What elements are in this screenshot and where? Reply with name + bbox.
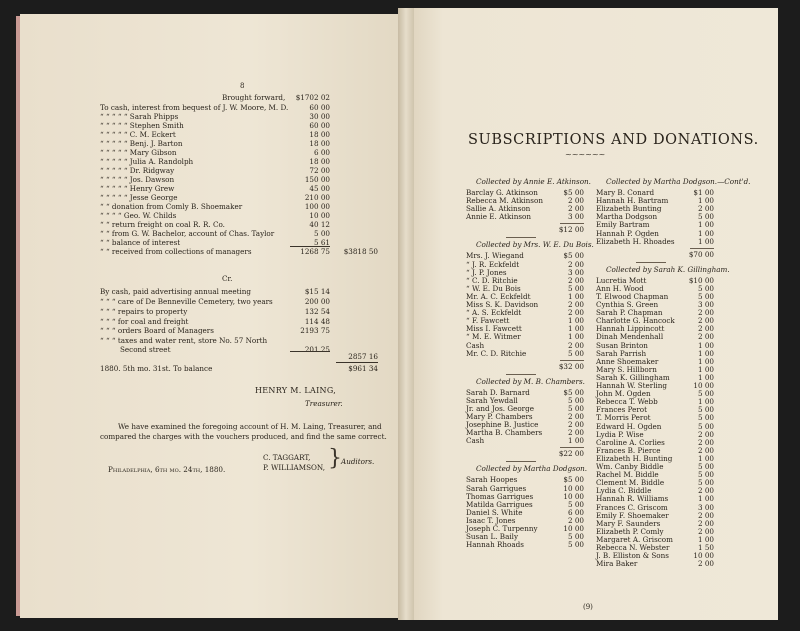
- cr-line-text: “ “ “ orders Board of Managers: [100, 326, 214, 335]
- left-page-number: 8: [240, 82, 245, 90]
- subscriber-amount: 1 00: [697, 534, 714, 544]
- subscriber-amount: 5 00: [697, 405, 714, 415]
- subscriber-name: Susan Brinton: [596, 340, 648, 350]
- subscriber-name: Cash: [466, 436, 485, 446]
- cash-line-amount: 100 00: [304, 202, 330, 211]
- subscriber-name: Matilda Garrigues: [466, 499, 533, 509]
- subscriber-name: Emily Bartram: [596, 220, 650, 230]
- subscriber-name: Mira Baker: [596, 559, 638, 569]
- cash-line-text: “ “ “ “ “ Mary Gibson: [100, 148, 177, 157]
- subscriber-amount: 1 00: [697, 356, 714, 366]
- subscriber-name: Sallie A. Atkinson: [466, 204, 531, 214]
- cr-line-text: By cash, paid advertising annual meeting: [100, 287, 252, 296]
- subscriber-amount: 10 00: [693, 381, 714, 390]
- audit-text-2: compared the charges with the vouchers produced, and find the same correct.: [100, 432, 387, 441]
- subscriber-name: Barclay G. Atkinson: [466, 188, 538, 197]
- section-divider: [506, 237, 536, 238]
- subscriber-amount: 1 00: [697, 340, 714, 350]
- subscriber-amount: 2 00: [697, 332, 714, 342]
- subscriber-amount: 2 00: [567, 308, 584, 318]
- subscriber-name: Wm. Canby Biddle: [596, 462, 664, 471]
- cash-total: $3818 50: [343, 247, 378, 256]
- subscriber-amount: 5 00: [697, 389, 714, 399]
- cash-line-text: “ “ from G. W. Bachelor, account of Chas. Taylor: [100, 229, 275, 238]
- subscriber-amount: 2 00: [567, 515, 584, 525]
- subscriber-amount: 3 00: [567, 267, 584, 277]
- subscriber-amount: 5 00: [697, 421, 714, 431]
- subscriber-amount: 1 50: [697, 543, 714, 552]
- subscriber-name: J. B. Elliston & Sons: [596, 551, 669, 561]
- subscriber-amount: 10 00: [563, 524, 584, 533]
- treasurer-title: Treasurer.: [305, 399, 343, 408]
- cash-line-amount: 6 00: [313, 148, 330, 157]
- title-flourish: ~~~~~~: [565, 150, 606, 159]
- cash-line-amount: 18 00: [309, 157, 330, 166]
- cr-line-amount: 201 25: [304, 345, 330, 354]
- subscriber-name: Sarah Hoopes: [466, 475, 518, 485]
- subscriber-amount: 2 00: [697, 204, 714, 214]
- subscriber-amount: 1 00: [697, 397, 714, 407]
- cash-line-text: “ “ “ “ “ Julia A. Randolph: [100, 157, 194, 166]
- subscriber-amount: 2 00: [567, 196, 584, 206]
- section-heading: Collected by Annie E. Atkinson.: [476, 177, 591, 186]
- section-total: $32 00: [558, 361, 584, 371]
- subscriber-name: Frances Perot: [596, 405, 648, 415]
- subscriber-amount: 2 00: [697, 324, 714, 334]
- subscriber-amount: 2 00: [567, 412, 584, 421]
- subscriber-name: Mrs. J. Wiegand: [466, 251, 524, 261]
- cr-line-text: “ “ “ repairs to property: [100, 307, 188, 316]
- cash-line-amount: 150 00: [304, 175, 330, 184]
- subscriber-amount: 1 00: [697, 228, 714, 238]
- subscriber-amount: 2 00: [567, 420, 584, 430]
- cash-line-amount: 5 00: [313, 229, 330, 238]
- subscriber-name: Mary S. Hillborn: [596, 364, 657, 374]
- subscriber-amount: 1 00: [567, 291, 584, 301]
- subscriber-name: Thomas Garrigues: [466, 491, 534, 501]
- subscriber-name: Rebecca T. Webb: [596, 397, 658, 407]
- subscriber-name: Frances C. Griscom: [596, 502, 668, 512]
- subscriber-amount: 10 00: [693, 551, 714, 561]
- subscriber-amount: 3 00: [697, 502, 714, 512]
- cash-line-text: “ “ return freight on coal R. R. Co.: [100, 220, 225, 229]
- subscriber-name: Miss S. K. Davidson: [466, 300, 539, 309]
- subscriber-amount: 5 00: [697, 470, 714, 480]
- cr-heading: Cr.: [222, 274, 233, 283]
- subscriber-amount: 1 00: [697, 220, 714, 230]
- subscriber-amount: $10 00: [688, 275, 714, 285]
- subscriber-name: Ann H. Wood: [596, 283, 644, 293]
- subscriber-amount: 5 00: [567, 283, 584, 293]
- subscriber-amount: 1 00: [697, 364, 714, 374]
- section-heading: Collected by Martha Dodgson.—Cont'd.: [606, 177, 751, 186]
- subscriber-name: “ A. S. Eckfeldt: [466, 308, 522, 318]
- subscriber-name: Rebecca N. Webster: [596, 543, 670, 552]
- cr-line-amount: 132 54: [304, 307, 330, 316]
- section-divider: [636, 262, 666, 263]
- cash-line-text: “ “ “ “ “ C. M. Eckert: [100, 130, 176, 139]
- cash-line-amount: 10 00: [309, 211, 330, 220]
- subscriber-amount: 5 00: [567, 348, 584, 358]
- subscriber-name: Martha B. Chambers: [466, 428, 543, 438]
- subscriber-amount: 5 00: [697, 291, 714, 301]
- subscriber-name: Cash: [466, 340, 485, 350]
- subscriber-name: T. Elwood Chapman: [596, 291, 669, 301]
- cash-line-text: “ “ “ “ Geo. W. Childs: [100, 211, 177, 220]
- cr-line-text: Second street: [120, 345, 171, 354]
- subscriber-name: Frances B. Pierce: [596, 445, 661, 455]
- auditor-1: C. TAGGART,: [263, 453, 311, 462]
- cash-line-text: “ “ “ “ “ Benj. J. Barton: [100, 139, 183, 148]
- subscriber-name: Daniel S. White: [466, 507, 523, 517]
- book-spine: [398, 8, 414, 620]
- cash-line-text: To cash, interest from bequest of J. W. Moore, M. D.: [100, 103, 289, 112]
- cr-line-text: “ “ “ for coal and freight: [100, 317, 189, 326]
- subscriber-name: Hannah H. Bartram: [596, 196, 669, 206]
- subscriber-amount: 5 00: [567, 499, 584, 509]
- subscriber-amount: $5 00: [563, 188, 584, 197]
- subscriber-name: “ J. R. Eckfeldt: [466, 259, 520, 269]
- cr-line-amount: 200 00: [304, 297, 330, 306]
- subscriber-name: Rebecca M. Atkinson: [466, 196, 543, 206]
- cr-line-amount: 2193 75: [300, 326, 330, 335]
- section-heading: Collected by Sarah K. Gillingham.: [606, 264, 730, 274]
- subscriber-name: Emily F. Shoemaker: [596, 510, 669, 520]
- subscriber-name: Lucretia Mott: [596, 275, 647, 285]
- subscriber-name: Elizabeth Bunting: [596, 204, 662, 214]
- subscriber-name: Sarah K. Gillingham: [596, 372, 670, 382]
- subscriber-name: Clement M. Biddle: [596, 478, 665, 488]
- subscriber-name: Lydia P. Wise: [596, 429, 644, 439]
- subscriber-amount: 1 00: [697, 348, 714, 358]
- subscriber-name: Anne Shoemaker: [596, 356, 659, 366]
- subscriber-name: Sarah Parrish: [596, 348, 647, 358]
- subscriber-amount: 2 00: [697, 445, 714, 455]
- subscriber-name: Josephine B. Justice: [466, 420, 539, 430]
- cash-line-text: “ “ received from collections of managers: [100, 247, 252, 256]
- subscriber-amount: 3 00: [567, 212, 584, 222]
- subscriber-amount: 1 00: [697, 196, 714, 206]
- cash-line-text: “ “ “ “ “ Stephen Smith: [100, 121, 184, 130]
- subscriber-name: Elizabeth H. Rhoades: [596, 236, 675, 246]
- section-total: $22 00: [558, 449, 584, 459]
- subscriber-name: Elizabeth H. Bunting: [596, 453, 673, 463]
- subscriber-amount: 1 00: [567, 316, 584, 326]
- section-total-rule: [560, 223, 584, 224]
- section-heading: Collected by Mrs. W. E. Du Bois.: [476, 240, 594, 250]
- subscriber-name: Sarah Yewdall: [466, 395, 518, 405]
- subscriber-amount: 2 00: [697, 559, 714, 569]
- subscriber-name: “ W. E. Du Bois: [466, 283, 521, 293]
- subscriber-name: Miss I. Fawcett: [466, 324, 522, 334]
- subscriber-amount: 3 00: [697, 300, 714, 309]
- subscriber-amount: 2 00: [697, 308, 714, 318]
- subscriber-name: Jr. and Jos. George: [466, 403, 534, 413]
- section-total-rule: [560, 447, 584, 448]
- cr-total-rule: [336, 362, 378, 363]
- cash-line-amount: 72 00: [309, 166, 330, 175]
- cash-line-text: “ “ balance of interest: [100, 238, 181, 247]
- subscriber-name: Margaret A. Griscom: [596, 534, 673, 544]
- subscriber-name: Lydia C. Biddle: [596, 486, 652, 496]
- subscriber-name: “ F. Fawcett: [466, 316, 510, 326]
- subscriber-amount: 2 00: [697, 437, 714, 447]
- cash-line-text: “ “ “ “ “ Dr. Ridgway: [100, 166, 175, 175]
- section-total: $70 00: [688, 249, 714, 259]
- section-heading: Collected by Martha Dodgson.: [476, 464, 588, 474]
- subscriber-amount: 6 00: [567, 507, 584, 517]
- cash-line-text: “ “ donation from Comly B. Shoemaker: [100, 202, 243, 211]
- subscriber-amount: $5 00: [563, 387, 584, 397]
- cr-line-text: “ “ “ care of De Benneville Cemetery, two years: [100, 297, 273, 306]
- subscriber-name: Martha Dodgson: [596, 212, 658, 222]
- subscriber-amount: 5 00: [697, 212, 714, 222]
- subscriber-amount: 1 00: [567, 332, 584, 342]
- cr-rule: [290, 351, 330, 352]
- cr-line-amount: $15 14: [304, 287, 330, 296]
- auditors-label: Auditors.: [341, 457, 375, 466]
- subscriber-amount: 5 00: [697, 283, 714, 293]
- right-page-title: SUBSCRIPTIONS AND DONATIONS.: [468, 132, 759, 148]
- subscriber-amount: 10 00: [563, 483, 584, 493]
- subscriber-amount: 5 00: [697, 413, 714, 423]
- subscriber-amount: 1 00: [697, 236, 714, 246]
- subscriber-name: Hannah Rhoads: [466, 540, 524, 550]
- cash-line-text: “ “ “ “ “ Henry Grew: [100, 184, 175, 193]
- subscriber-amount: 2 00: [697, 518, 714, 528]
- subscriber-name: “ J. P. Jones: [466, 267, 507, 277]
- brought-forward-amount: $1702 02: [295, 93, 330, 102]
- section-total-rule: [690, 248, 714, 249]
- subscriber-amount: 1 00: [567, 324, 584, 334]
- treasurer-name: HENRY M. LAING,: [255, 386, 337, 395]
- subscriber-name: Charlotte G. Hancock: [596, 316, 675, 326]
- cash-line-amount: 5 61: [313, 238, 330, 247]
- cash-line-amount: 18 00: [309, 139, 330, 148]
- cash-rule: [290, 246, 330, 247]
- subscriber-amount: 1 00: [697, 372, 714, 382]
- subscriber-amount: $5 00: [563, 251, 584, 261]
- cr-line-text: “ “ “ taxes and water rent, store No. 57 North: [100, 336, 268, 345]
- cash-line-amount: 45 00: [309, 184, 330, 193]
- subscriber-amount: 2 00: [697, 526, 714, 536]
- subscriber-name: Dinah Mendenhall: [596, 332, 664, 342]
- subscriber-name: Isaac T. Jones: [466, 515, 516, 525]
- subscriber-amount: 1 00: [567, 436, 584, 446]
- subscriber-amount: 2 00: [697, 486, 714, 496]
- right-page: [406, 8, 778, 620]
- subscriber-name: Rachel M. Biddle: [596, 470, 659, 480]
- cr-line-amount: 114 48: [304, 317, 330, 326]
- cash-line-amount: 30 00: [309, 112, 330, 121]
- subscriber-amount: 5 00: [697, 478, 714, 488]
- cash-line-amount: 1268 75: [300, 247, 330, 256]
- section-heading: Collected by M. B. Chambers.: [476, 376, 585, 386]
- subscriber-name: Joseph C. Turpenny: [466, 524, 538, 533]
- cash-line-amount: 210 00: [304, 193, 330, 202]
- subscriber-name: Cynthia S. Green: [596, 300, 659, 309]
- subscriber-name: Sarah Garrigues: [466, 483, 527, 493]
- subscriber-amount: 2 00: [697, 316, 714, 326]
- subscriber-name: Mary F. Saunders: [596, 518, 661, 528]
- subscriber-amount: 5 00: [697, 462, 714, 471]
- subscriber-name: Mr. C. D. Ritchie: [466, 348, 527, 358]
- subscriber-amount: 2 00: [567, 300, 584, 309]
- subscriber-name: Susan L. Baily: [466, 532, 519, 542]
- section-divider: [506, 374, 536, 375]
- subscriber-amount: 2 00: [567, 259, 584, 269]
- cr-total: 2857 16: [348, 352, 378, 361]
- place-date: Philadelphia, 6th mo. 24th, 1880.: [108, 465, 226, 474]
- subscriber-amount: 2 00: [697, 429, 714, 439]
- subscriber-name: Mr. A. C. Eckfeldt: [466, 291, 531, 301]
- section-divider: [506, 461, 536, 462]
- subscriber-amount: $5 00: [563, 475, 584, 485]
- subscriber-name: Hannah Lippincott: [596, 324, 665, 334]
- subscriber-name: “ C. D. Ritchie: [466, 275, 518, 285]
- subscriber-name: John M. Ogden: [596, 389, 651, 399]
- subscriber-name: Mary B. Conard: [596, 188, 655, 197]
- cash-line-amount: 40 12: [309, 220, 330, 229]
- subscriber-name: Elizabeth P. Comly: [596, 526, 664, 536]
- subscriber-name: Hannah W. Sterling: [596, 381, 668, 390]
- subscriber-name: Hannah P. Ogden: [596, 228, 659, 238]
- subscriber-amount: 5 00: [567, 403, 584, 413]
- subscriber-name: T. Morris Perot: [596, 413, 651, 423]
- subscriber-name: Sarah D. Barnard: [466, 387, 530, 397]
- subscriber-amount: $1 00: [693, 188, 714, 197]
- cash-line-text: “ “ “ “ “ Jesse George: [100, 193, 178, 202]
- cash-line-text: “ “ “ “ “ Sarah Phipps: [100, 112, 179, 121]
- brought-forward-label: Brought forward,: [222, 93, 286, 102]
- subscriber-amount: 2 00: [567, 204, 584, 214]
- balance-amount: $961 34: [348, 364, 378, 373]
- subscriber-name: “ M. E. Witmer: [466, 332, 521, 342]
- subscriber-amount: 2 00: [697, 510, 714, 520]
- audit-text-1: We have examined the foregoing account of H. M. Laing, Treasurer, and: [118, 422, 382, 431]
- subscriber-amount: 2 00: [567, 428, 584, 438]
- section-total-rule: [560, 360, 584, 361]
- subscriber-amount: 2 00: [567, 275, 584, 285]
- cash-line-amount: 60 00: [309, 103, 330, 112]
- section-total: $12 00: [558, 225, 584, 235]
- auditors-brace: }: [328, 446, 342, 471]
- subscriber-name: Edward H. Ogden: [596, 421, 662, 431]
- subscriber-amount: 10 00: [563, 491, 584, 501]
- cash-line-text: “ “ “ “ “ Jos. Dawson: [100, 175, 175, 184]
- subscriber-name: Hannah R. Williams: [596, 494, 669, 504]
- subscriber-amount: 5 00: [567, 532, 584, 542]
- auditor-2: P. WILLIAMSON,: [263, 463, 326, 472]
- subscriber-amount: 2 00: [567, 340, 584, 350]
- subscriber-amount: 5 00: [567, 540, 584, 550]
- subscriber-amount: 1 00: [697, 494, 714, 504]
- subscriber-amount: 5 00: [567, 395, 584, 405]
- balance-line: 1880. 5th mo. 31st. To balance: [100, 364, 213, 373]
- cash-line-amount: 18 00: [309, 130, 330, 139]
- subscriber-name: Caroline A. Corlies: [596, 437, 665, 447]
- cash-line-amount: 60 00: [309, 121, 330, 130]
- subscriber-name: Mary P. Chambers: [466, 412, 533, 421]
- right-page-number: (9): [583, 603, 593, 611]
- subscriber-name: Annie E. Atkinson: [466, 212, 531, 222]
- subscriber-name: Sarah P. Chapman: [596, 308, 663, 318]
- subscriber-amount: 1 00: [697, 453, 714, 463]
